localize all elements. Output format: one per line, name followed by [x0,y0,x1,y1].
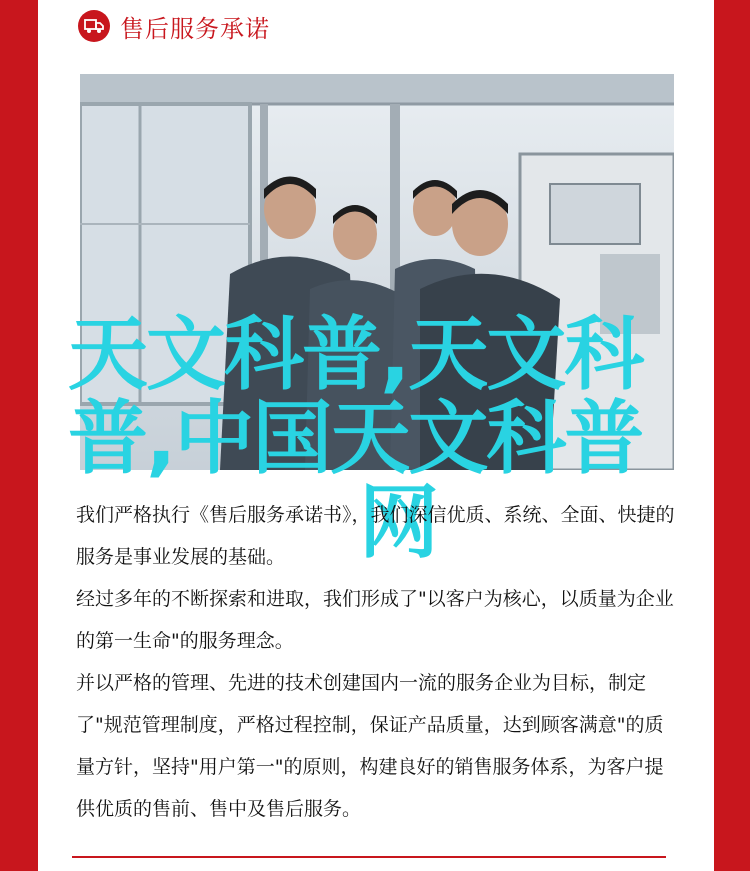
left-border [0,0,38,871]
paragraph-3: 并以严格的管理、先进的技术创建国内一流的服务企业为目标，制定了"规范管理制度，严格过程控制，保证产品质量，达到顾客满意"的质量方针，坚持"用户第一"的原则，构建良好的销售服务体系，为客户提供优质的售前、售中及售后服务。 [76,672,664,820]
overlay-line-1: 天文科普,天文科 [68,308,643,401]
overlay-line-2: 普,中国天文科普 [68,392,643,485]
paragraph-1: 我们严格执行《售后服务承诺书》，我们深信优质、系统、全面、快捷的服务是事业发展的基础。 [76,504,675,568]
section-title: 售后服务承诺 [120,14,270,43]
content-panel [38,0,714,871]
right-border [714,0,750,871]
delivery-truck-icon [78,10,110,42]
overlay-line-3: 网 [359,476,437,569]
section-header [78,8,270,44]
service-description [76,494,676,830]
paragraph-2: 经过多年的不断探索和进取，我们形成了"以客户为核心，以质量为企业的第一生命"的服务理念。 [76,588,674,652]
bottom-divider [72,856,666,858]
